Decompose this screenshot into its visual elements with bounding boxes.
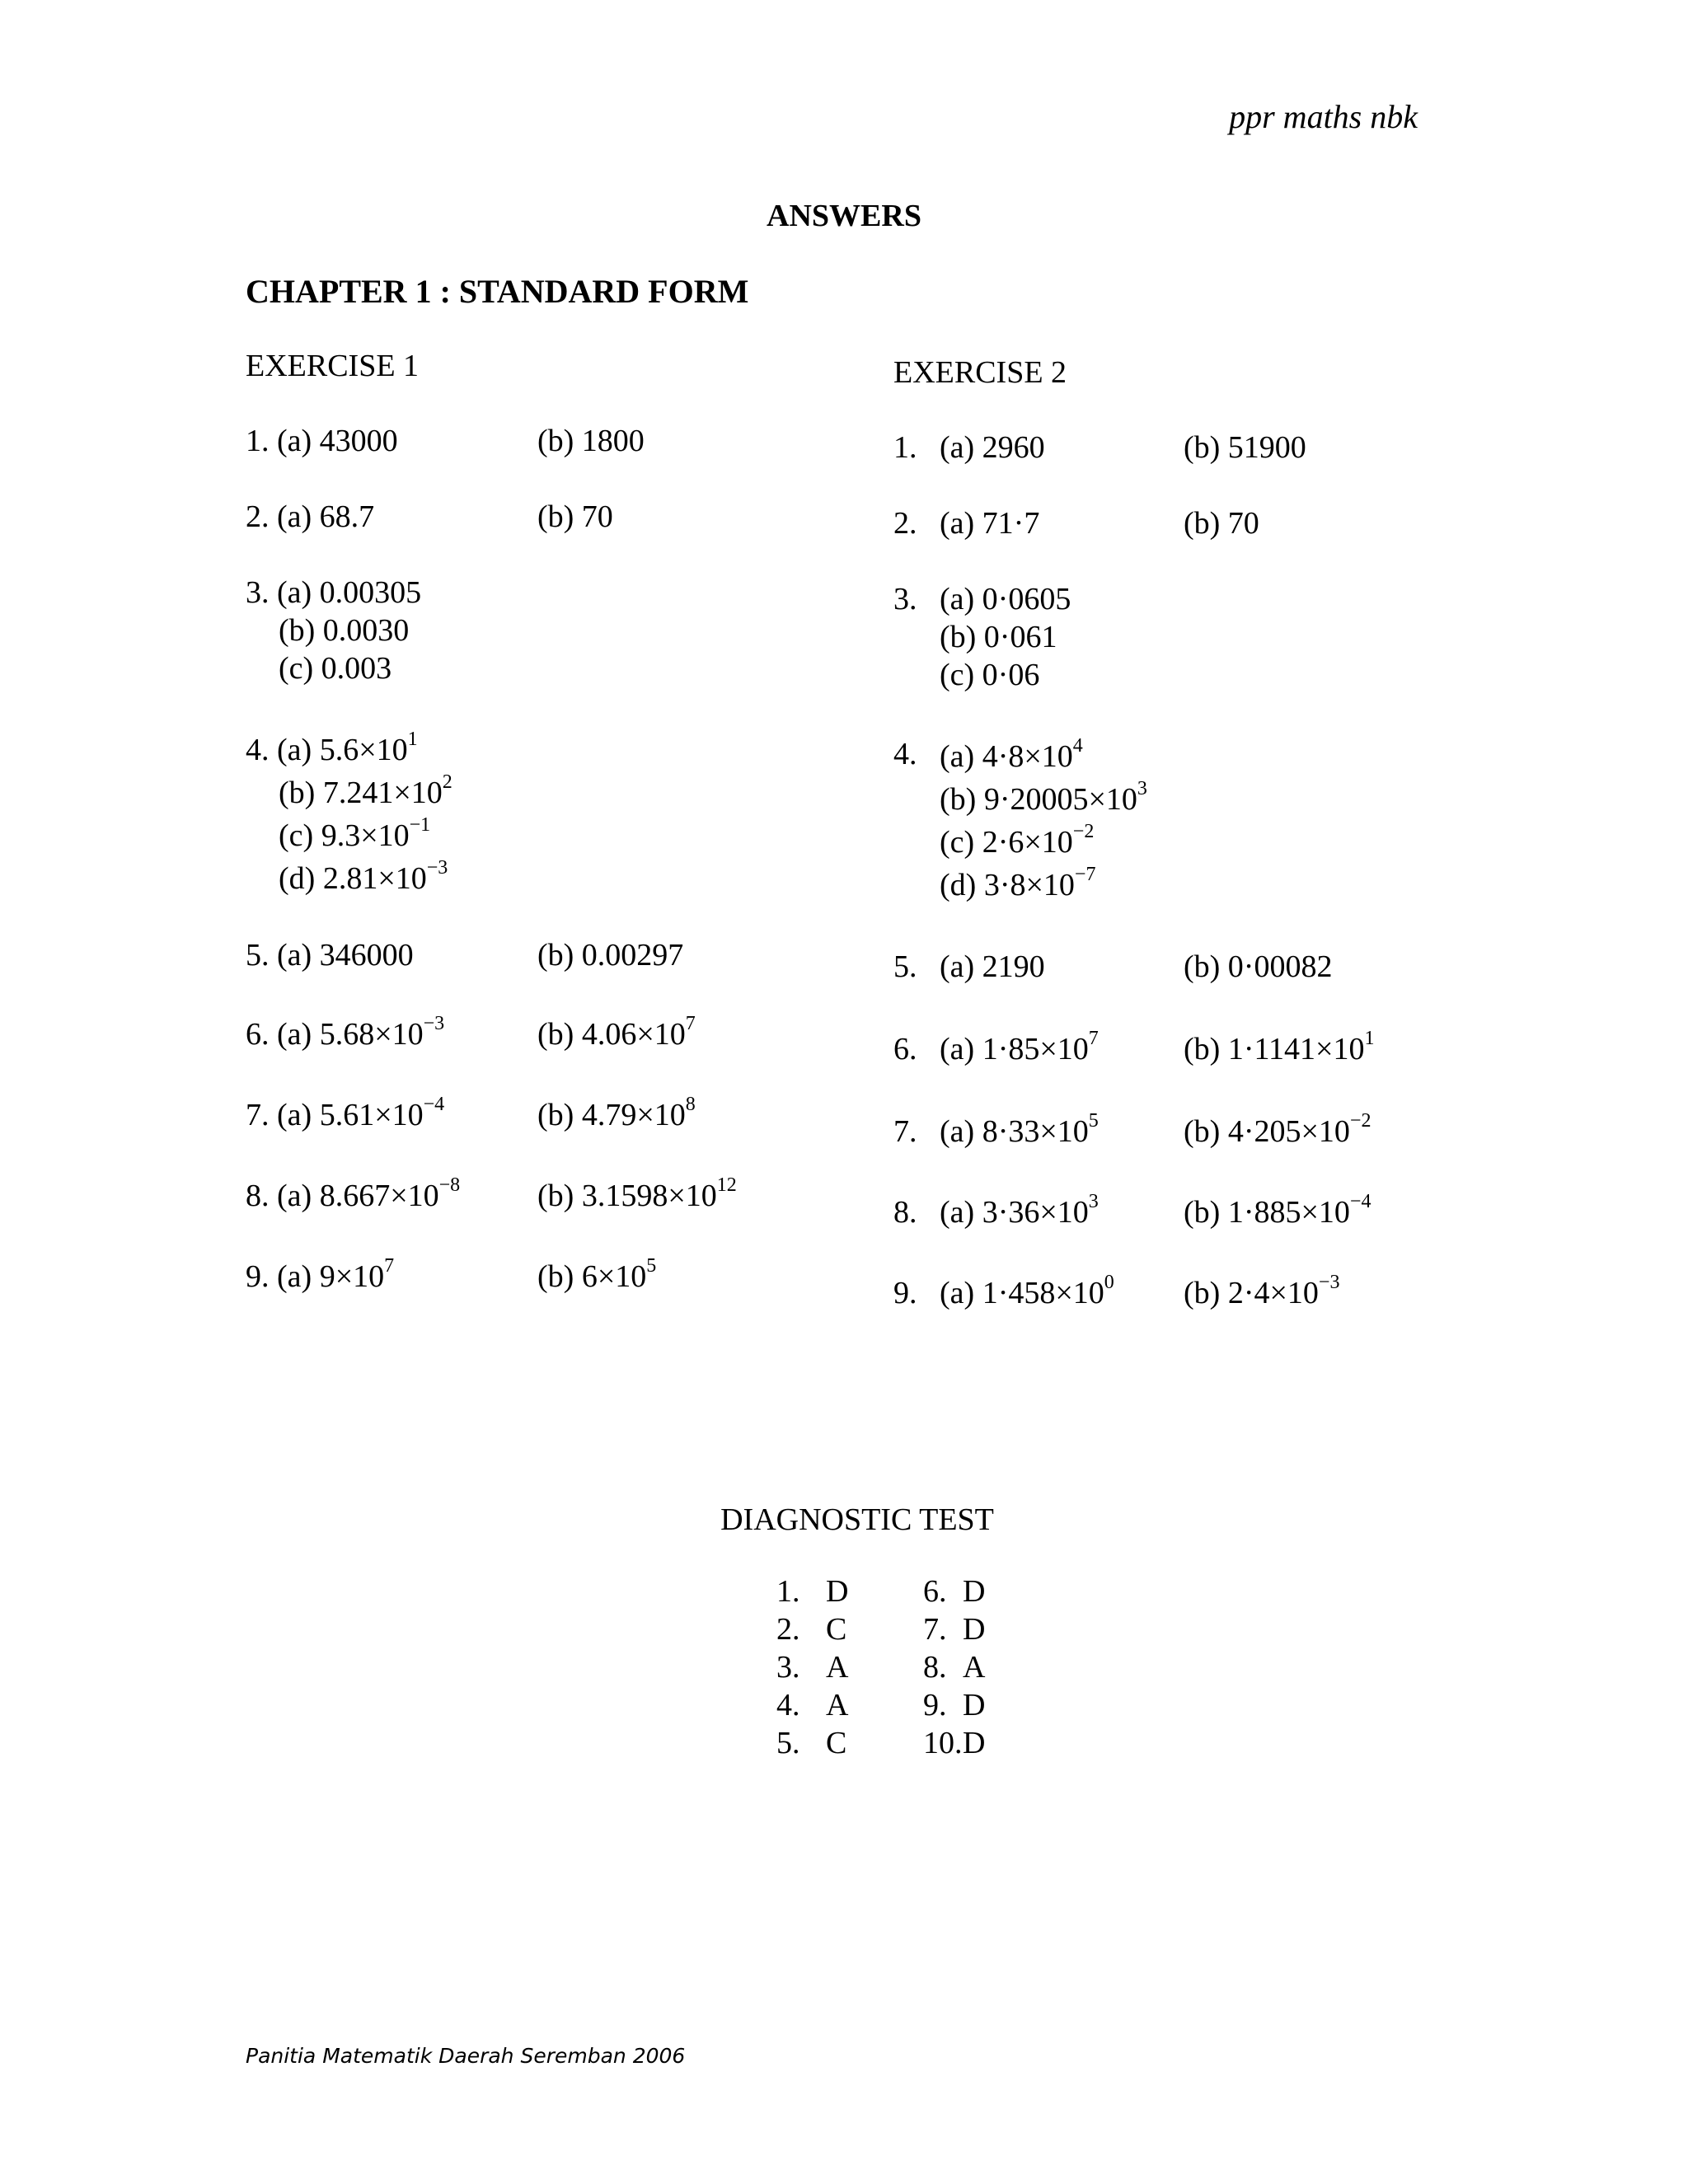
ex2-answer-9-number: 9. bbox=[893, 1276, 917, 1310]
ex2-answer-6b-exponent: 1 bbox=[1364, 1028, 1375, 1049]
diagnostic-number-1: 1. bbox=[776, 1574, 800, 1609]
exercise-2-title: EXERCISE 2 bbox=[893, 355, 1067, 390]
ex2-answer-4c-exponent: −2 bbox=[1072, 821, 1095, 842]
ex2-answer-9b-label: (b) bbox=[1184, 1276, 1221, 1310]
page-footer: Panitia Matematik Daerah Seremban 2006 bbox=[246, 2044, 686, 2068]
ex2-answer-5a: (a) 2190 bbox=[940, 949, 1045, 984]
ex2-answer-4d bbox=[940, 864, 1147, 907]
diagnostic-answer-8: A bbox=[963, 1650, 986, 1685]
ex1-answer-8a bbox=[246, 1174, 461, 1215]
ex1-answer-4b bbox=[246, 771, 452, 814]
diagnostic-numbers-left bbox=[776, 1572, 800, 1762]
ex1-answer-7b bbox=[537, 1096, 696, 1134]
ex2-answer-6a-label: (a) bbox=[940, 1032, 975, 1066]
diagnostic-answer-7: D bbox=[963, 1612, 986, 1647]
ex2-answer-7a-label: (a) bbox=[940, 1114, 975, 1149]
ex2-answer-4a-exponent: 4 bbox=[1072, 735, 1083, 757]
ex2-answer-6b bbox=[1184, 1030, 1375, 1068]
ex1-answer-4d-base: 2.81×10 bbox=[322, 861, 427, 896]
ex2-answer-8a bbox=[940, 1193, 1099, 1231]
diagnostic-answer-2: C bbox=[826, 1612, 847, 1647]
ex2-answer-4a-label: (a) bbox=[940, 739, 975, 774]
ex2-answer-8a-base: 3·36×10 bbox=[982, 1195, 1089, 1230]
ex2-answer-3a: (a) 0·0605 bbox=[940, 582, 1071, 616]
ex1-answer-1a: 1. (a) 43000 bbox=[246, 424, 398, 458]
ex1-answer-7a-label: 7. (a) bbox=[246, 1098, 312, 1132]
ex2-answer-8b-base: 1·885×10 bbox=[1227, 1195, 1350, 1230]
ex1-answer-7b-base: 4.79×10 bbox=[581, 1098, 686, 1132]
ex1-answer-4d-label: (d) bbox=[279, 861, 316, 896]
exercise-1-title: EXERCISE 1 bbox=[246, 349, 420, 383]
diagnostic-answer-9: D bbox=[963, 1688, 986, 1722]
page-title: ANSWERS bbox=[767, 199, 921, 233]
diagnostic-number-5: 5. bbox=[776, 1726, 800, 1760]
ex2-answer-6-number: 6. bbox=[893, 1032, 917, 1066]
ex1-answer-9a bbox=[246, 1255, 395, 1296]
ex1-answer-7b-exponent: 8 bbox=[685, 1094, 696, 1115]
ex2-answer-8a-label: (a) bbox=[940, 1195, 975, 1230]
ex2-answer-8b-label: (b) bbox=[1184, 1195, 1221, 1230]
ex1-answer-3 bbox=[246, 574, 421, 687]
ex2-answer-8-number: 8. bbox=[893, 1195, 917, 1230]
ex1-answer-1b: (b) 1800 bbox=[537, 424, 645, 458]
ex2-answer-7b-label: (b) bbox=[1184, 1114, 1221, 1149]
ex1-answer-6b-base: 4.06×10 bbox=[581, 1017, 686, 1052]
diagnostic-number-6: 6. bbox=[923, 1574, 947, 1609]
ex2-answer-9a-exponent: 0 bbox=[1104, 1272, 1114, 1293]
ex2-answer-7b bbox=[1184, 1110, 1372, 1151]
ex1-answer-4b-exponent: 2 bbox=[442, 771, 452, 793]
ex2-answer-2b: (b) 70 bbox=[1184, 506, 1259, 541]
ex1-answer-6a bbox=[246, 1015, 444, 1053]
diagnostic-number-10: 10. bbox=[923, 1726, 963, 1760]
diagnostic-number-7: 7. bbox=[923, 1612, 947, 1647]
ex2-answer-4d-exponent: −7 bbox=[1074, 864, 1096, 885]
ex1-answer-7a-base: 5.61×10 bbox=[319, 1098, 424, 1132]
ex2-answer-7a-exponent: 5 bbox=[1088, 1110, 1099, 1132]
ex2-answer-8b bbox=[1184, 1193, 1371, 1231]
ex2-answer-6b-label: (b) bbox=[1184, 1032, 1221, 1066]
ex2-answer-1b: (b) 51900 bbox=[1184, 430, 1306, 465]
ex1-answer-4d bbox=[246, 857, 452, 900]
ex2-answer-9b-exponent: −3 bbox=[1318, 1272, 1340, 1293]
ex2-answer-7b-exponent: −2 bbox=[1349, 1110, 1372, 1132]
ex2-answer-6b-base: 1·1141×10 bbox=[1227, 1032, 1365, 1066]
ex1-answer-6a-label: 6. (a) bbox=[246, 1017, 312, 1052]
ex1-answer-3c: (c) 0.003 bbox=[279, 651, 392, 686]
ex1-answer-4c-base: 9.3×10 bbox=[321, 818, 410, 853]
ex1-answer-9a-label: 9. (a) bbox=[246, 1259, 312, 1294]
ex1-answer-4b-base: 7.241×10 bbox=[322, 776, 443, 810]
ex1-answer-9b-exponent: 5 bbox=[646, 1255, 657, 1277]
diagnostic-number-9: 9. bbox=[923, 1688, 947, 1722]
ex1-answer-6b bbox=[537, 1015, 696, 1053]
ex1-answer-5a: 5. (a) 346000 bbox=[246, 938, 414, 972]
ex1-answer-8b-label: (b) bbox=[537, 1179, 574, 1213]
ex2-answer-9b-base: 2·4×10 bbox=[1227, 1276, 1319, 1310]
ex1-answer-7a-exponent: −4 bbox=[423, 1094, 445, 1115]
ex1-answer-6b-exponent: 7 bbox=[685, 1013, 696, 1034]
ex1-answer-4b-label: (b) bbox=[279, 776, 316, 810]
ex2-answer-4-number: 4. bbox=[893, 737, 917, 771]
ex1-answer-9a-base: 9×10 bbox=[319, 1259, 385, 1294]
ex1-answer-6a-base: 5.68×10 bbox=[319, 1017, 424, 1052]
ex2-answer-2a: (a) 71·7 bbox=[940, 506, 1040, 541]
ex1-answer-7b-label: (b) bbox=[537, 1098, 574, 1132]
diagnostic-answers-right bbox=[963, 1572, 985, 1762]
ex2-answer-7-number: 7. bbox=[893, 1114, 917, 1149]
ex1-answer-6b-label: (b) bbox=[537, 1017, 574, 1052]
ex2-answer-4c bbox=[940, 821, 1147, 864]
diagnostic-number-2: 2. bbox=[776, 1612, 800, 1647]
ex1-answer-2b: (b) 70 bbox=[537, 499, 613, 534]
diagnostic-numbers-right bbox=[923, 1572, 963, 1762]
ex1-answer-4a bbox=[246, 729, 452, 771]
ex1-answer-2a: 2. (a) 68.7 bbox=[246, 499, 375, 534]
page-header: ppr maths nbk bbox=[1229, 98, 1418, 135]
ex1-answer-4d-exponent: −3 bbox=[426, 857, 448, 879]
ex1-answer-8a-exponent: −8 bbox=[438, 1174, 461, 1196]
ex2-answer-1a: (a) 2960 bbox=[940, 430, 1045, 465]
ex1-answer-3b: (b) 0.0030 bbox=[279, 613, 410, 648]
ex1-answer-9b-label: (b) bbox=[537, 1259, 574, 1294]
ex1-answer-4a-exponent: 1 bbox=[407, 729, 418, 750]
ex1-answer-8b-exponent: 12 bbox=[716, 1174, 737, 1196]
ex1-answer-4a-base: 5.6×10 bbox=[319, 733, 408, 767]
ex2-answer-4b-exponent: 3 bbox=[1137, 778, 1147, 799]
ex2-answer-9b bbox=[1184, 1274, 1339, 1312]
ex2-answer-3b: (b) 0·061 bbox=[940, 620, 1057, 654]
ex1-answer-8b-base: 3.1598×10 bbox=[581, 1179, 717, 1213]
diagnostic-number-8: 8. bbox=[923, 1650, 947, 1685]
ex1-answer-6a-exponent: −3 bbox=[423, 1013, 445, 1034]
diagnostic-number-3: 3. bbox=[776, 1650, 800, 1685]
diagnostic-answer-4: A bbox=[826, 1688, 849, 1722]
diagnostic-answer-10: D bbox=[963, 1726, 986, 1760]
ex2-answer-6a bbox=[940, 1030, 1099, 1068]
diagnostic-answer-5: C bbox=[826, 1726, 847, 1760]
ex2-answer-7a bbox=[940, 1110, 1099, 1151]
ex1-answer-5b: (b) 0.00297 bbox=[537, 938, 684, 972]
ex1-answer-8a-base: 8.667×10 bbox=[319, 1179, 439, 1213]
ex1-answer-3a: 3. (a) 0.00305 bbox=[246, 575, 422, 610]
ex2-answer-8a-exponent: 3 bbox=[1088, 1191, 1099, 1212]
ex2-answer-4b-base: 9·20005×10 bbox=[983, 782, 1137, 817]
ex2-answer-7b-base: 4·205×10 bbox=[1227, 1114, 1350, 1149]
ex2-answer-5-number: 5. bbox=[893, 949, 917, 984]
ex2-answer-5b: (b) 0·00082 bbox=[1184, 949, 1333, 984]
ex1-answer-4c-exponent: −1 bbox=[409, 814, 431, 836]
ex2-answer-3-number: 3. bbox=[893, 582, 917, 616]
ex2-answer-4a bbox=[940, 735, 1147, 778]
ex2-answer-4b-label: (b) bbox=[940, 782, 977, 817]
diagnostic-test-title: DIAGNOSTIC TEST bbox=[720, 1502, 994, 1537]
ex2-answer-9a bbox=[940, 1274, 1114, 1312]
chapter-heading: CHAPTER 1 : STANDARD FORM bbox=[246, 273, 749, 310]
ex2-answer-4b bbox=[940, 778, 1147, 821]
ex1-answer-7a bbox=[246, 1096, 444, 1134]
ex2-answer-4d-label: (d) bbox=[940, 868, 977, 902]
ex2-answer-7a-base: 8·33×10 bbox=[982, 1114, 1089, 1149]
ex2-answer-1-number: 1. bbox=[893, 430, 917, 465]
ex2-answer-4d-base: 3·8×10 bbox=[983, 868, 1075, 902]
ex2-answer-9a-label: (a) bbox=[940, 1276, 975, 1310]
ex1-answer-4 bbox=[246, 729, 452, 900]
ex2-answer-4c-base: 2·6×10 bbox=[982, 825, 1073, 860]
diagnostic-number-4: 4. bbox=[776, 1688, 800, 1722]
diagnostic-answer-3: A bbox=[826, 1650, 849, 1685]
ex2-answer-3 bbox=[940, 580, 1071, 694]
ex1-answer-4c bbox=[246, 814, 452, 857]
diagnostic-answer-6: D bbox=[963, 1574, 986, 1609]
ex1-answer-8a-label: 8. (a) bbox=[246, 1179, 312, 1213]
ex1-answer-9a-exponent: 7 bbox=[384, 1255, 395, 1277]
ex2-answer-4c-label: (c) bbox=[940, 825, 975, 860]
ex1-answer-9b-base: 6×10 bbox=[581, 1259, 647, 1294]
diagnostic-answer-1: D bbox=[826, 1574, 849, 1609]
ex2-answer-6a-base: 1·85×10 bbox=[982, 1032, 1089, 1066]
diagnostic-answers-left bbox=[826, 1572, 848, 1762]
ex2-answer-8b-exponent: −4 bbox=[1349, 1191, 1372, 1212]
ex2-answer-3c: (c) 0·06 bbox=[940, 658, 1040, 692]
ex2-answer-4a-base: 4·8×10 bbox=[982, 739, 1073, 774]
ex1-answer-9b bbox=[537, 1255, 657, 1296]
ex2-answer-9a-base: 1·458×10 bbox=[982, 1276, 1104, 1310]
ex1-answer-4c-label: (c) bbox=[279, 818, 314, 853]
ex2-answer-4 bbox=[940, 735, 1147, 907]
ex1-answer-4a-label: 4. (a) bbox=[246, 733, 312, 767]
ex2-answer-6a-exponent: 7 bbox=[1088, 1028, 1099, 1049]
ex2-answer-2-number: 2. bbox=[893, 506, 917, 541]
ex1-answer-8b bbox=[537, 1174, 737, 1215]
